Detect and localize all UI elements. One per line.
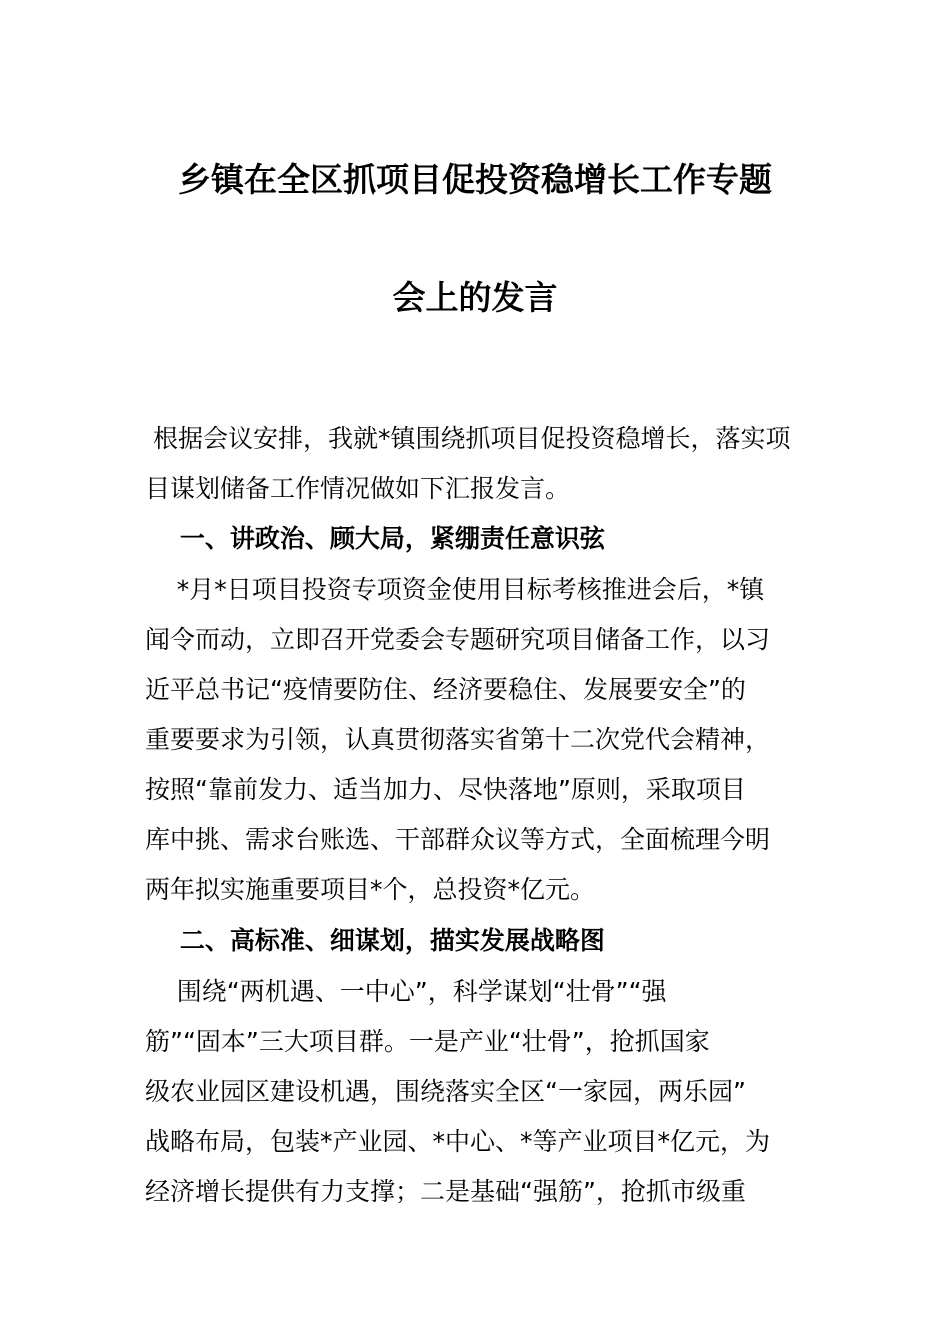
paragraph-line: 闻令而动，立即召开党委会专题研究项目储备工作，以习 (145, 625, 771, 654)
paragraph-line: 近平总书记“疫情要防住、经济要稳住、发展要安全”的 (145, 675, 746, 704)
paragraph-line: 按照“靠前发力、适当加力、尽快落地”原则，采取项目 (145, 775, 746, 804)
paragraph-line: 重要要求为引领，认真贯彻落实省第十二次党代会精神， (145, 725, 771, 754)
paragraph-line: 库中挑、需求台账选、干部群众议等方式，全面梳理今明 (145, 825, 771, 854)
paragraph-line: 两年拟实施重要项目*个，总投资*亿元。 (145, 875, 596, 904)
paragraph-line: *月*日项目投资专项资金使用目标考核推进会后，*镇 (145, 575, 765, 604)
section-heading: 二、高标准、细谋划，描实发展战略图 (145, 926, 605, 955)
section-heading: 一、讲政治、顾大局，紧绷责任意识弦 (145, 524, 605, 553)
paragraph-line: 筋”“固本”三大项目群。一是产业“壮骨”，抢抓国家 (145, 1027, 710, 1056)
document-title-line-2: 会上的发言 (392, 278, 558, 317)
paragraph-line: 围绕“两机遇、一中心”，科学谋划“壮骨”“强 (145, 977, 667, 1006)
paragraph-line: 级农业园区建设机遇，围绕落实全区“一家园，两乐园” (145, 1077, 746, 1106)
document-title-line-1: 乡镇在全区抓项目促投资稳增长工作专题 (178, 160, 772, 199)
paragraph-line: 经济增长提供有力支撑；二是基础“强筋”，抢抓市级重 (145, 1177, 746, 1206)
paragraph-line: 目谋划储备工作情况做如下汇报发言。 (145, 474, 571, 503)
paragraph-line: 战略布局，包装*产业园、*中心、*等产业项目*亿元，为 (145, 1127, 771, 1156)
paragraph-line: 根据会议安排，我就*镇围绕抓项目促投资稳增长，落实项 (145, 424, 791, 453)
